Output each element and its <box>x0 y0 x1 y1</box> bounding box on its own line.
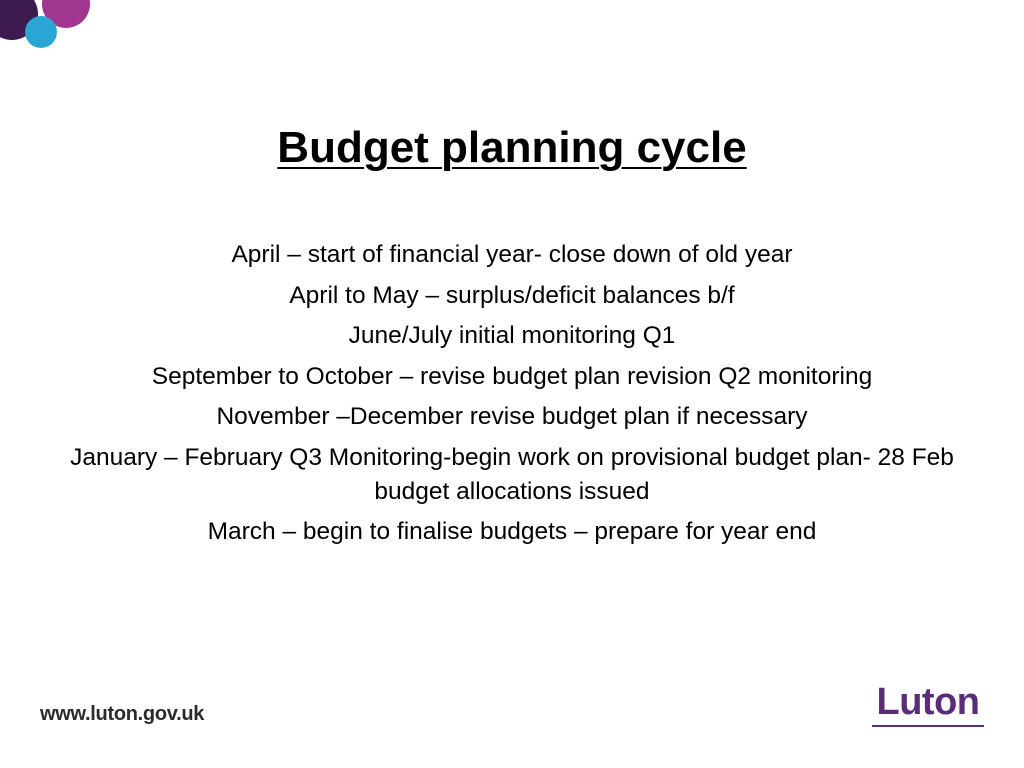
logo-text: Luton <box>876 681 980 723</box>
list-item: January – February Q3 Monitoring-begin work on provisional budget plan- 28 Feb budget allocations issued <box>70 443 954 505</box>
logo-underline <box>872 725 984 727</box>
list-item: March – begin to finalise budgets – prepare for year end <box>207 518 817 545</box>
list-item: September to October – revise budget plan revision Q2 monitoring <box>151 362 873 390</box>
corner-circles-decoration <box>0 0 100 60</box>
list-item: November –December revise budget plan if necessary <box>216 403 808 430</box>
list-item: April – start of financial year- close down of old year <box>231 241 793 268</box>
list-item: June/July initial monitoring Q1 <box>348 322 676 349</box>
luton-logo <box>870 680 986 727</box>
list-item: April to May – surplus/deficit balances b/f <box>289 281 735 309</box>
budget-cycle-list <box>70 238 954 556</box>
footer-url: www.luton.gov.uk <box>40 703 205 725</box>
blue-circle-shape <box>25 16 57 48</box>
slide-title: Budget planning cycle <box>277 123 747 172</box>
